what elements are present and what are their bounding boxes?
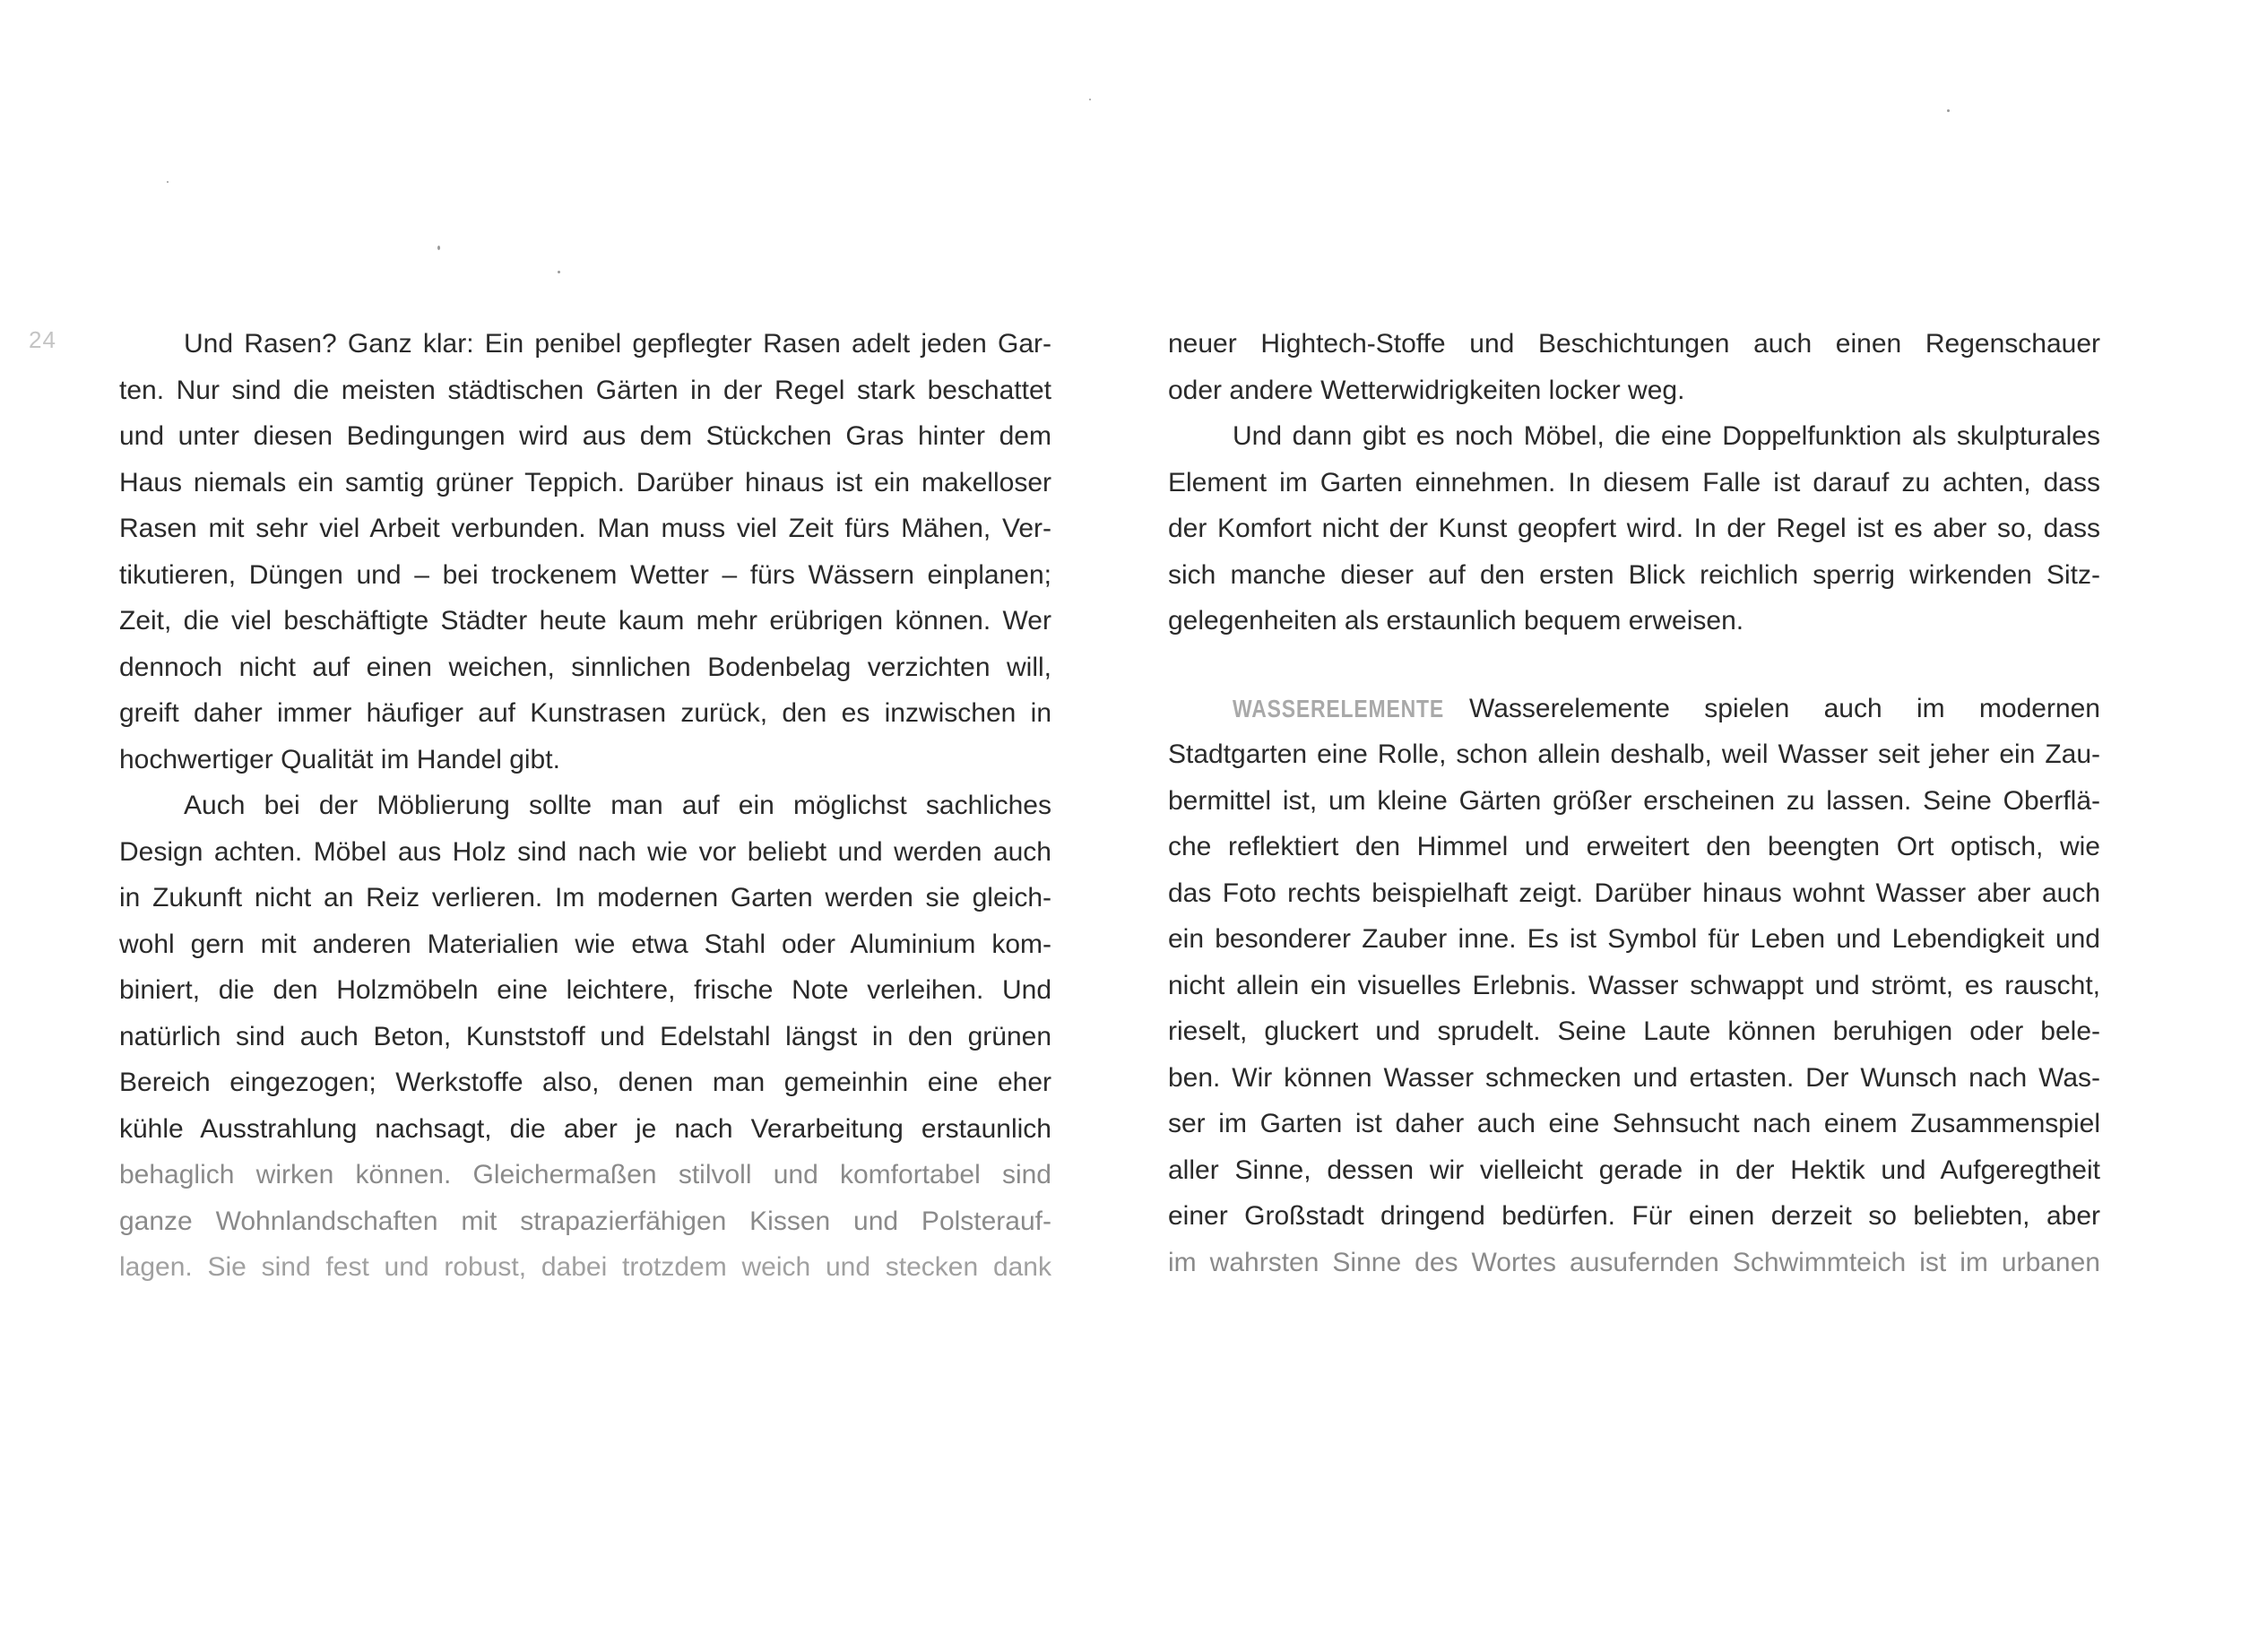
text-line: Auch bei der Möblierung sollte man auf ein möglichst sachliches bbox=[184, 791, 1051, 820]
text-line: Element im Garten einnehmen. In diesem Falle ist darauf zu achten, dass bbox=[1168, 467, 2100, 497]
text-line: neuer Hightech-Stoffe und Beschichtungen auch einen Regenschauer bbox=[1168, 329, 2100, 359]
text-line: das Foto rechts beispielhaft zeigt. Darüber hinaus wohnt Wasser aber auch bbox=[1168, 878, 2100, 908]
text-line: ser im Garten ist daher auch eine Sehnsucht nach einem Zusammenspiel bbox=[1168, 1109, 2100, 1138]
text-line: tikutieren, Düngen und – bei trockenem Wetter – fürs Wässern einplanen; bbox=[119, 559, 1051, 590]
text-line: hochwertiger Qualität im Handel gibt. bbox=[119, 744, 560, 774]
text-line: greift daher immer häufiger auf Kunstrasen zurück, den es inzwischen in bbox=[119, 698, 1051, 728]
text-line: Und Rasen? Ganz klar: Ein penibel gepflegter Rasen adelt jeden Gar- bbox=[184, 329, 1051, 359]
scan-speck bbox=[437, 246, 440, 250]
text-line: einer Großstadt dringend bedürfen. Für einen derzeit so beliebten, aber bbox=[1168, 1201, 2100, 1231]
text-line: Und dann gibt es noch Möbel, die eine Doppelfunktion als skulpturales bbox=[1233, 421, 2100, 451]
page-number: 24 bbox=[29, 326, 56, 353]
text-line: Haus niemals ein samtig grüner Teppich. Darüber hinaus ist ein makelloser bbox=[119, 467, 1051, 497]
right-column bbox=[1168, 321, 2100, 1285]
section-lead-line bbox=[1168, 686, 2100, 732]
text-line: Stadtgarten eine Rolle, schon allein deshalb, weil Wasser seit jeher ein Zau- bbox=[1168, 740, 2100, 769]
scan-speck bbox=[1947, 109, 1950, 112]
text-line: der Komfort nicht der Kunst geopfert wird. In der Regel ist es aber so, dass bbox=[1168, 514, 2100, 543]
text-line: nicht allein ein visuelles Erlebnis. Wasser schwappt und strömt, es rauscht, bbox=[1168, 970, 2100, 1000]
text-line: Wasserelemente spielen auch im modernen bbox=[1469, 693, 2100, 723]
text-line: lagen. Sie sind fest und robust, dabei trotzdem weich und stecken dank bbox=[119, 1252, 1051, 1282]
text-line: ben. Wir können Wasser schmecken und ertasten. Der Wunsch nach Was- bbox=[1168, 1062, 2100, 1093]
text-line: sich manche dieser auf den ersten Blick reichlich sperrig wirkenden Sitz- bbox=[1168, 559, 2100, 590]
text-line: und unter diesen Bedingungen wird aus dem Stückchen Gras hinter dem bbox=[119, 421, 1051, 451]
text-line: dennoch nicht auf einen weichen, sinnlichen Bodenbelag verzichten will, bbox=[119, 652, 1051, 682]
scan-speck bbox=[558, 271, 560, 273]
text-line: ein besonderer Zauber inne. Es ist Symbol für Leben und Lebendigkeit und bbox=[1168, 924, 2100, 954]
text-line: in Zukunft nicht an Reiz verlieren. Im modernen Garten werden sie gleich- bbox=[119, 883, 1051, 912]
text-line: aller Sinne, dessen wir vielleicht gerade in der Hektik und Aufgeregtheit bbox=[1168, 1155, 2100, 1185]
text-line: ganze Wohnlandschaften mit strapazierfähigen Kissen und Polsterauf- bbox=[119, 1206, 1051, 1236]
text-line: che reflektiert den Himmel und erweitert den beengten Ort optisch, wie bbox=[1168, 832, 2100, 861]
text-line: Design achten. Möbel aus Holz sind nach wie vor beliebt und werden auch bbox=[119, 836, 1051, 867]
text-line: rieselt, gluckert und sprudelt. Seine Laute können beruhigen oder bele- bbox=[1168, 1016, 2100, 1046]
scan-speck bbox=[1089, 99, 1091, 100]
text-line: gelegenheiten als erstaunlich bequem erweisen. bbox=[1168, 606, 1744, 636]
text-line: kühle Ausstrahlung nachsagt, die aber je nach Verarbeitung erstaunlich bbox=[119, 1113, 1051, 1144]
text-line: natürlich sind auch Beton, Kunststoff und Edelstahl längst in den grünen bbox=[119, 1021, 1051, 1051]
text-line: wohl gern mit anderen Materialien wie etwa Stahl oder Aluminium kom- bbox=[119, 929, 1051, 959]
text-line: bermittel ist, um kleine Gärten größer erscheinen zu lassen. Seine Oberflä- bbox=[1168, 785, 2100, 816]
text-line: Bereich eingezogen; Werkstoffe also, denen man gemeinhin eine eher bbox=[119, 1068, 1051, 1097]
text-line: ten. Nur sind die meisten städtischen Gärten in der Regel stark beschattet bbox=[119, 375, 1051, 405]
text-line: oder andere Wetterwidrigkeiten locker weg. bbox=[1168, 375, 1685, 405]
scan-speck bbox=[167, 181, 169, 183]
section-gap bbox=[1168, 644, 2100, 686]
text-line: im wahrsten Sinne des Wortes ausufernden Schwimmteich ist im urbanen bbox=[1168, 1247, 2100, 1277]
text-line: biniert, die den Holzmöbeln eine leichtere, frische Note verleihen. Und bbox=[119, 975, 1051, 1005]
text-line: Rasen mit sehr viel Arbeit verbunden. Man muss viel Zeit fürs Mähen, Ver- bbox=[119, 514, 1051, 543]
text-line: behaglich wirken können. Gleichermaßen stilvoll und komfortabel sind bbox=[119, 1160, 1051, 1189]
left-column bbox=[119, 321, 1051, 1291]
text-line: Zeit, die viel beschäftigte Städter heute kaum mehr erübrigen können. Wer bbox=[119, 606, 1051, 636]
section-heading: WASSERELEMENTE bbox=[1233, 694, 1445, 722]
